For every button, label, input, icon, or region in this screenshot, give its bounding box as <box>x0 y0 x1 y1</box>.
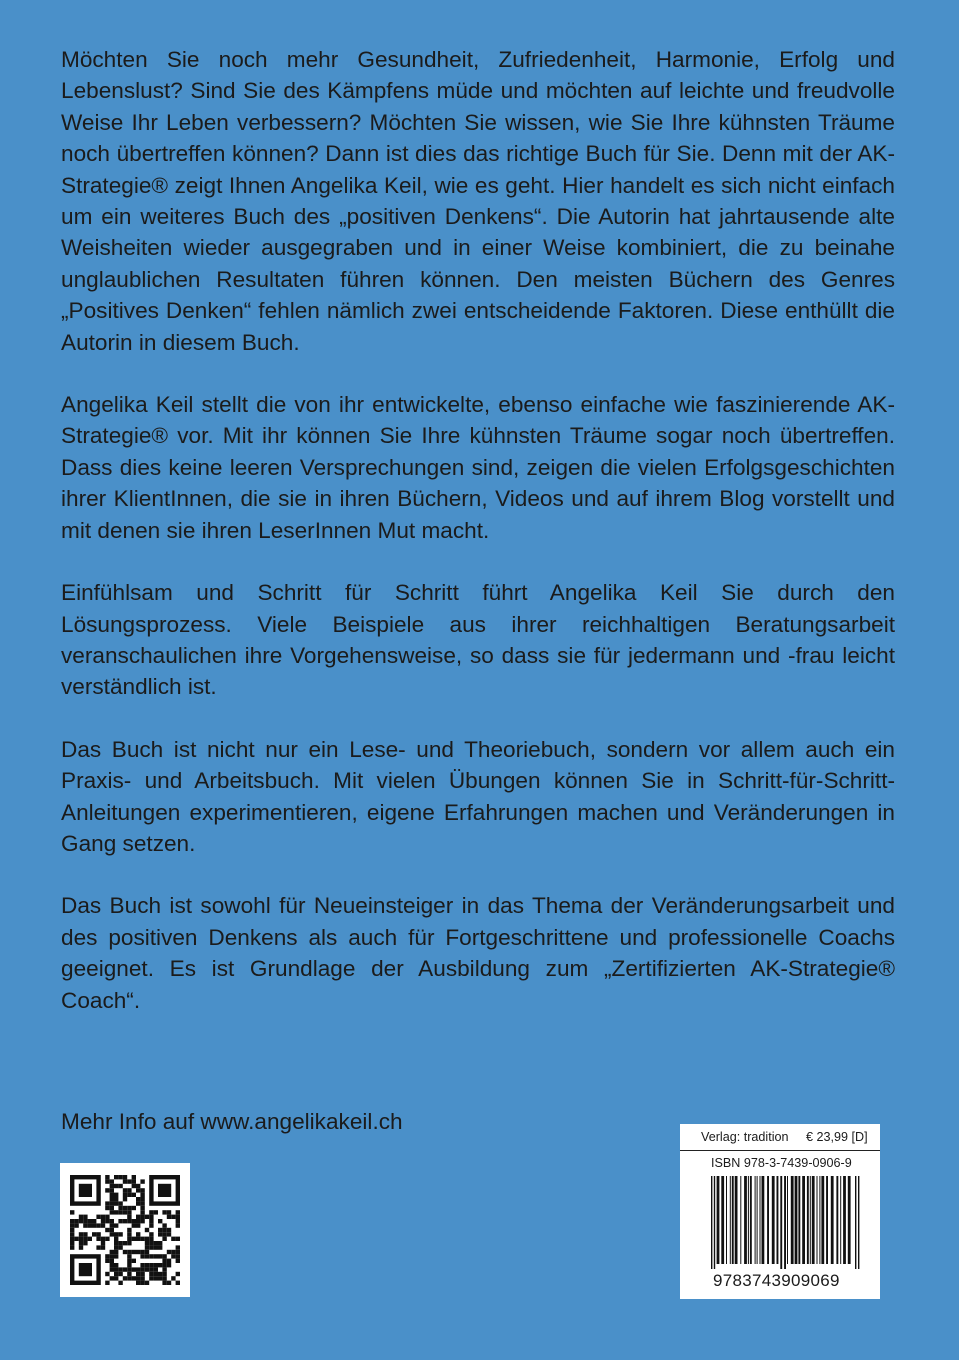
paragraph-workbook: Das Buch ist nicht nur ein Lese- und Theoriebuch, sondern vor allem auch ein Praxis- und Arbeitsbuch. Mit vielen Übungen können Sie in Schritt-für-Schritt-Anleitungen experimentieren, eigene Erfahrungen machen und Veränderungen in Gang setzen. <box>61 736 895 856</box>
ean-number: 9783743909069 <box>713 1271 840 1290</box>
price-row <box>680 1124 880 1151</box>
isbn-label: ISBN 978-3-7439-0906-9 <box>711 1156 852 1170</box>
paragraph-audience: Das Buch ist sowohl für Neueinsteiger in das Thema der Veränderungsarbeit und des positiven Denkens als auch für Fortgeschrittene und professionelle Coachs geeignet. Es ist Grundlage der Ausbildung zum „Zertifizierten AK-Strategie® Coach“. <box>61 893 895 1013</box>
qr-code-icon[interactable] <box>60 1163 190 1297</box>
barcode-panel <box>680 1124 880 1299</box>
barcode-icon <box>711 1176 861 1269</box>
paragraph-process: Einfühlsam und Schritt für Schritt führt Angelika Keil Sie durch den Lösungsprozess. Viele Beispiele aus ihrer reichhaltigen Beratungsarbeit veranschaulichen ihre Vorgehensweise, so dass sie für jedermann und -frau leicht verständlich ist. <box>61 580 895 700</box>
more-info-link[interactable]: Mehr Info auf www.angelikakeil.ch <box>61 1109 403 1134</box>
price-label: € 23,99 [D] <box>806 1130 868 1144</box>
paragraph-strategy: Angelika Keil stellt die von ihr entwickelte, ebenso einfache wie faszinierende AK-Strategie® vor. Mit ihr können Sie Ihre kühnsten Träume sogar noch übertreffen. Dass dies keine leeren Versprechungen sind, zeigen die vielen Erfolgsgeschichten ihrer KlientInnen, die sie in ihren Büchern, Videos und auf ihrem Blog vorstellt und mit denen sie ihren LeserInnen Mut macht. <box>61 392 895 543</box>
blurb-text <box>61 44 895 1047</box>
paragraph-intro: Möchten Sie noch mehr Gesundheit, Zufriedenheit, Harmonie, Erfolg und Lebenslust? Sind Sie des Kämpfens müde und möchten auf leichte und freudvolle Weise Ihr Leben verbessern? Möchten Sie wissen, wie Sie Ihre kühnsten Träume noch übertreffen können? Dann ist dies das richtige Buch für Sie. Denn mit der AK-Strategie® zeigt Ihnen Angelika Keil, wie es geht. Hier handelt es sich nicht einfach um ein weiteres Buch des „positiven Denkens“. Die Autorin hat jahrtausende alte Weisheiten wieder ausgegraben und in einer Weise kombiniert, die zu beinahe unglaublichen Resultaten führen können. Den meisten Büchern des Genres „Positives Denken“ fehlen nämlich zwei entscheidende Faktoren. Diese enthüllt die Autorin in diesem Buch. <box>61 47 895 355</box>
publisher-label: Verlag: tradition <box>701 1130 789 1144</box>
